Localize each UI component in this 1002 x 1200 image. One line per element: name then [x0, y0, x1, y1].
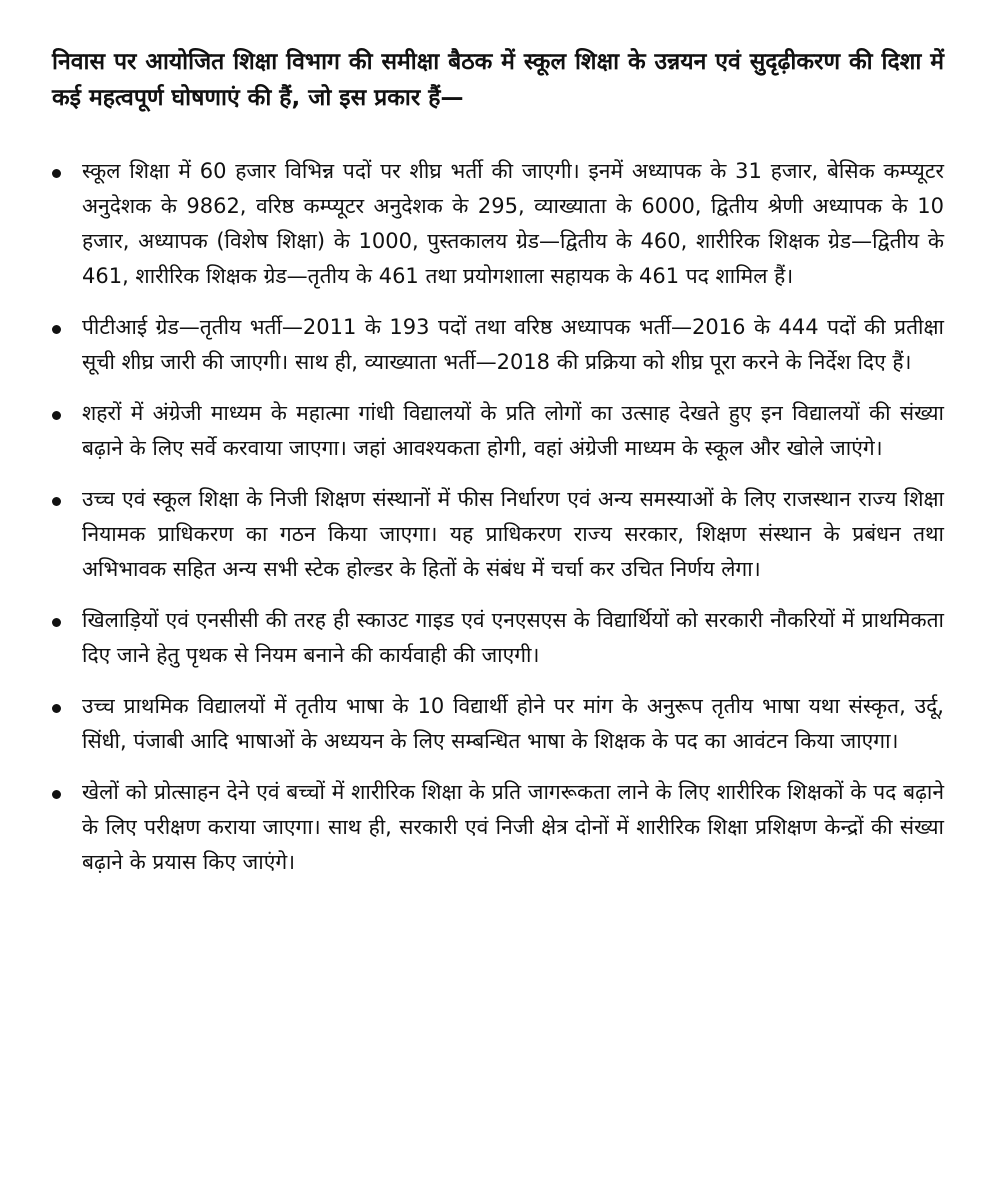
- list-item-text: खेलों को प्रोत्साहन देने एवं बच्चों में शारीरिक शिक्षा के प्रति जागरूकता लाने के लिए शारीरिक शिक्षकों के पद बढ़ाने के लिए परीक्षण कराया जाएगा। साथ ही, सरकारी एवं निजी क्षेत्र दोनों में शारीरिक शिक्षा प्रशिक्षण केन्द्रों की संख्या बढ़ाने के प्रयास किए जाएंगे।: [82, 780, 944, 874]
- bullet-icon: [52, 169, 61, 178]
- list-item: [52, 689, 944, 759]
- intro-paragraph: निवास पर आयोजित शिक्षा विभाग की समीक्षा बैठक में स्कूल शिक्षा के उन्नयन एवं सुदृढ़ीकरण की दिशा में कई महत्वपूर्ण घोषणाएं की हैं, जो इस प्रकार हैं—: [52, 49, 944, 111]
- list-item: [52, 775, 944, 880]
- list-item-text: उच्च एवं स्कूल शिक्षा के निजी शिक्षण संस्थानों में फीस निर्धारण एवं अन्य समस्याओं के लिए राजस्थान राज्य शिक्षा नियामक प्राधिकरण का गठन किया जाएगा। यह प्राधिकरण राज्य सरकार, शिक्षण संस्थान के प्रबंधन तथा अभिभावक सहित अन्य सभी स्टेक होल्डर के हितों के संबंध में चर्चा कर उचित निर्णय लेगा।: [82, 487, 944, 581]
- announcement-list: [52, 154, 944, 880]
- list-item: [52, 482, 944, 587]
- list-item-text: शहरों में अंग्रेजी माध्यम के महात्मा गांधी विद्यालयों के प्रति लोगों का उत्साह देखते हुए इन विद्यालयों की संख्या बढ़ाने के लिए सर्वे करवाया जाएगा। जहां आवश्यकता होगी, वहां अंग्रेजी माध्यम के स्कूल और खोले जाएंगे।: [82, 401, 944, 460]
- list-item-text: खिलाड़ियों एवं एनसीसी की तरह ही स्काउट गाइड एवं एनएसएस के विद्यार्थियों को सरकारी नौकरियों में प्राथमिकता दिए जाने हेतु पृथक से नियम बनाने की कार्यवाही की जाएगी।: [82, 608, 944, 667]
- list-item-text: स्कूल शिक्षा में 60 हजार विभिन्न पदों पर शीघ्र भर्ती की जाएगी। इनमें अध्यापक के 31 हजार, बेसिक कम्प्यूटर अनुदेशक के 9862, वरिष्ठ कम्प्यूटर अनुदेशक के 295, व्याख्याता के 6000, द्वितीय श्रेणी अध्यापक के 10 हजार, अध्यापक (विशेष शिक्षा) के 1000, पुस्तकालय ग्रेड—द्वितीय के 460, शारीरिक शिक्षक ग्रेड—द्वितीय के 461, शारीरिक शिक्षक ग्रेड—तृतीय के 461 तथा प्रयोगशाला सहायक के 461 पद शामिल हैं।: [82, 159, 944, 288]
- list-item: [52, 310, 944, 380]
- list-item: [52, 154, 944, 294]
- list-item: [52, 603, 944, 673]
- list-item-text: उच्च प्राथमिक विद्यालयों में तृतीय भाषा के 10 विद्यार्थी होने पर मांग के अनुरूप तृतीय भाषा यथा संस्कृत, उर्दू, सिंधी, पंजाबी आदि भाषाओं के अध्ययन के लिए सम्बन्धित भाषा के शिक्षक के पद का आवंटन किया जाएगा।: [82, 694, 944, 753]
- bullet-icon: [52, 704, 61, 713]
- bullet-icon: [52, 411, 61, 420]
- bullet-icon: [52, 325, 61, 334]
- list-item-text: पीटीआई ग्रेड—तृतीय भर्ती—2011 के 193 पदों तथा वरिष्ठ अध्यापक भर्ती—2016 के 444 पदों की प्रतीक्षा सूची शीघ्र जारी की जाएगी। साथ ही, व्याख्याता भर्ती—2018 की प्रक्रिया को शीघ्र पूरा करने के निर्देश दिए हैं।: [82, 315, 944, 374]
- bullet-icon: [52, 497, 61, 506]
- bullet-icon: [52, 790, 61, 799]
- list-item: [52, 396, 944, 466]
- bullet-icon: [52, 618, 61, 627]
